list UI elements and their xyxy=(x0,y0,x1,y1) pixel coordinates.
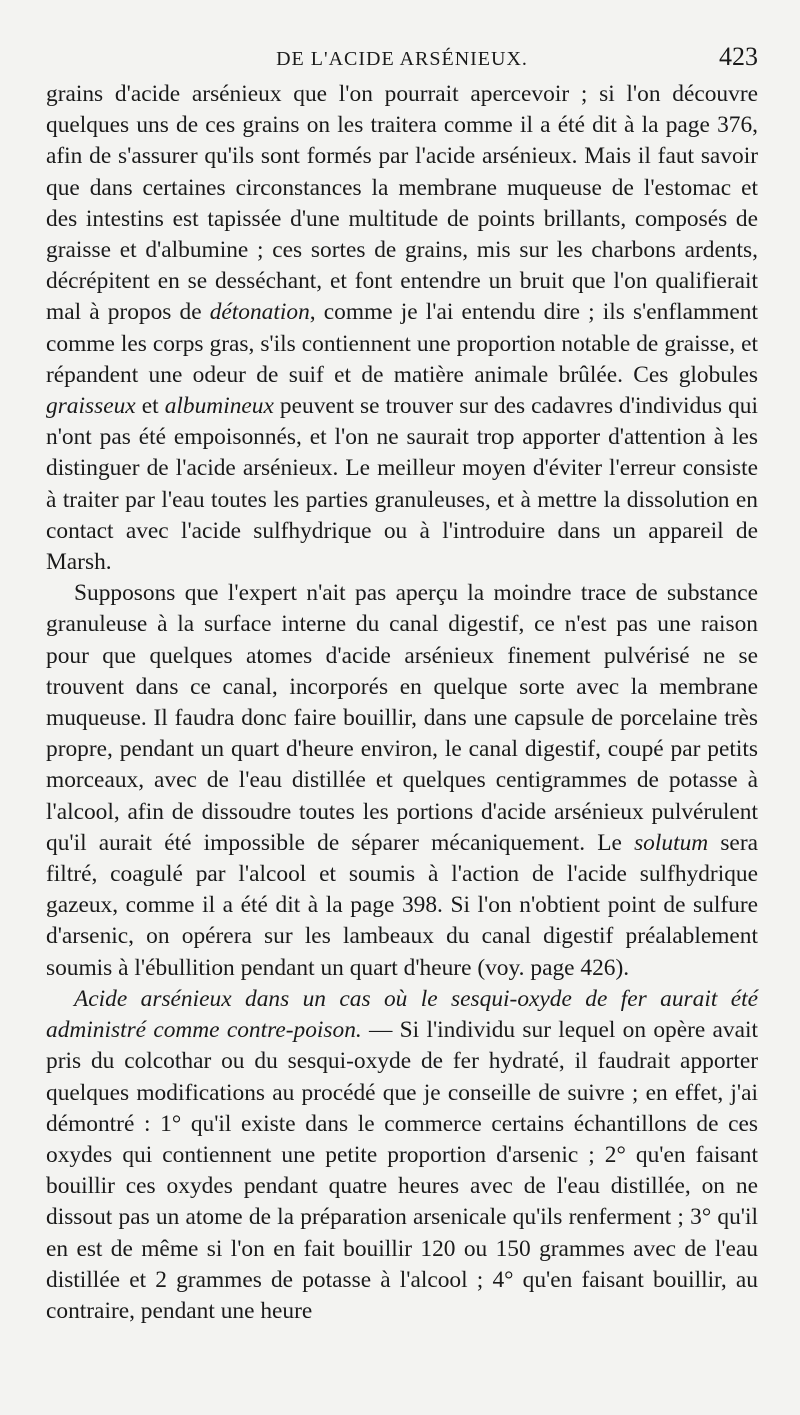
text-run: grains d'acide arsénieux que l'on pourrait apercevoir ; si l'on découvre quelques uns de ces grains on les traitera comme il a été dit à la page 376, afin de s'assurer qu'ils sont formés par l'acide arsénieux. Mais il faut savoir que dans certaines circonstances la membrane muqueuse de l'estomac et des intestins est tapissée d'une multitude de points brillants, composés de graisse et d'albumine ; ces sortes de grains, mis sur les charbons ardents, décrépitent en se desséchant, et font entendre un bruit que l'on qualifierait mal à propos de xyxy=(46,81,758,326)
paragraph-2 xyxy=(46,578,758,984)
text-run: Supposons que l'expert n'ait pas aperçu la moindre trace de substance granuleuse à la surface interne du canal digestif, ce n'est pas une raison pour que quelques atomes d'acide arsénieux finement pulvérisé ne se trouvent dans ce canal, incorporés en quelque sorte avec la membrane muqueuse. Il faudra donc faire bouillir, dans une capsule de porcelaine très propre, pendant un quart d'heure environ, le canal digestif, coupé par petits morceaux, avec de l'eau distillée et quelques centigrammes de potasse à l'alcool, afin de dissoudre toutes les portions d'acide arsénieux pulvérulent qu'il aurait été impossible de séparer mécaniquement. Le xyxy=(46,580,758,856)
paragraph-3 xyxy=(46,984,758,1327)
paragraph-1 xyxy=(46,79,758,578)
page-body xyxy=(46,79,758,1327)
italic-run: détonation xyxy=(209,299,310,326)
text-run: peuvent se trouver sur des cadavres d'individus qui n'ont pas été empoisonnés, et l'on ne saurait trop apporter d'attention à les distinguer de l'acide arsénieux. Le meilleur moyen d'éviter l'erreur consiste à traiter par l'eau toutes les parties granuleuses, et à mettre la dissolution en contact avec l'acide sulfhydrique ou à l'introduire dans un appareil de Marsh. xyxy=(46,393,759,576)
page-number: 423 xyxy=(719,42,758,71)
italic-run: albumineux xyxy=(164,393,274,420)
italic-run: graisseux xyxy=(46,393,136,420)
text-run: — Si l'individu sur lequel on opère avait pris du colcothar ou du sesqui-oxyde de fer hydraté, il faudrait apporter quelques modifications au procédé que je conseille de suivre ; en effet, j'ai démontré : 1° qu'il existe dans le commerce certains échantillons de ces oxydes qui contiennent une petite proportion d'arsenic ; 2° qu'en faisant bouillir ces oxydes pendant quatre heures avec de l'eau distillée, on ne dissout pas un atome de la préparation arsenicale qu'ils renferment ; 3° qu'il en est de même si l'on en fait bouillir 120 ou 150 grammes avec de l'eau distillée et 2 grammes de potasse à l'alcool ; 4° qu'en faisant bouillir, au contraire, pendant une heure xyxy=(46,1017,758,1324)
text-run: sera filtré, coagulé par l'alcool et soumis à l'action de l'acide sulfhydrique gazeux, comme il a été dit à la page 398. Si l'on n'obtient point de sulfure d'arsenic, on opérera sur les lambeaux du canal digestif préalablement soumis à l'ébullition pendant un quart d'heure (voy. page 426). xyxy=(46,829,758,981)
text-run: , comme je l'ai entendu dire ; ils s'enflamment comme les corps gras, s'ils contiennent une proportion notable de graisse, et répandent une odeur de suif et de matière animale brûlée. Ces globules xyxy=(46,299,758,388)
page-header xyxy=(46,42,758,78)
running-title: DE L'ACIDE ARSÉNIEUX. xyxy=(276,48,528,70)
section-heading: Acide arsénieux dans un cas où le sesqui-oxyde de fer aurait été administré comme contre-poison. xyxy=(46,985,758,1044)
text-run: et xyxy=(135,393,165,420)
italic-run: solutum xyxy=(634,829,709,856)
